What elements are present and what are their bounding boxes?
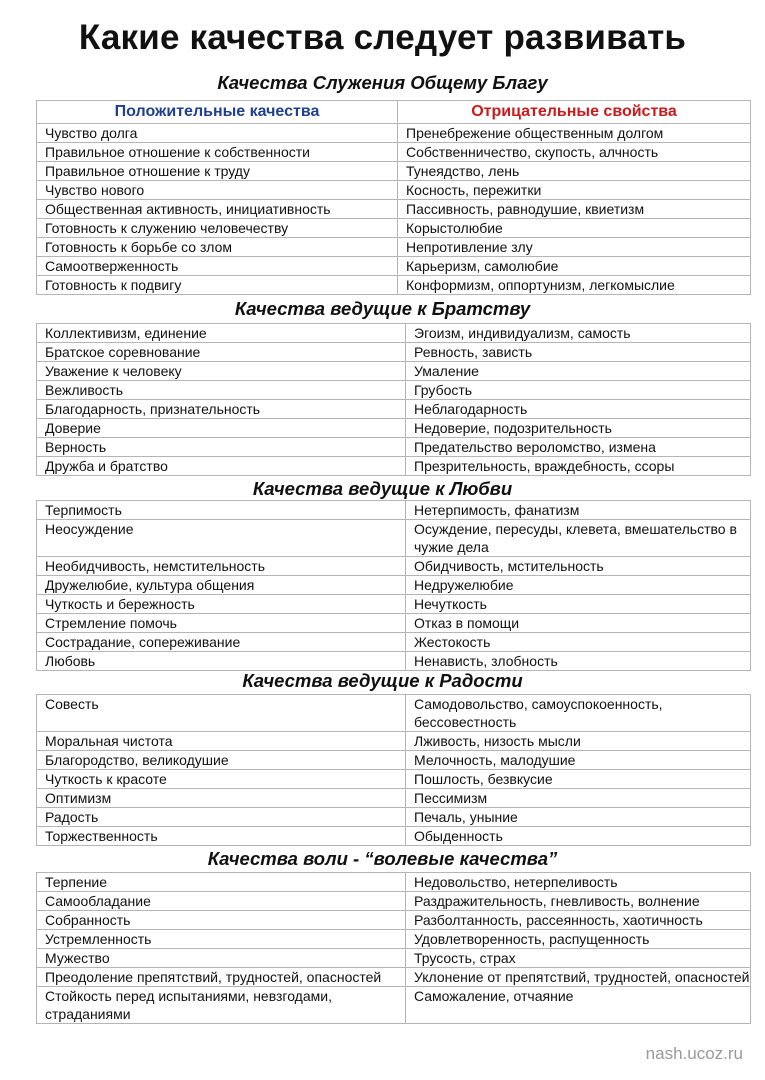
negative-quality-cell: Разболтанность, рассеянность, хаотичность: [406, 911, 751, 930]
positive-quality-cell: Готовность к подвигу: [37, 276, 398, 295]
qualities-table-service: [36, 100, 751, 295]
section-title-love: Качества ведущие к Любви: [252, 478, 513, 499]
table-row: [37, 892, 751, 911]
negative-quality-cell: Нечуткость: [406, 595, 751, 614]
negative-quality-cell: Корыстолюбие: [398, 219, 751, 238]
table-row: [37, 695, 751, 732]
table-row: [37, 576, 751, 595]
table-row: [37, 181, 751, 200]
positive-quality-cell: Моральная чистота: [37, 732, 406, 751]
negative-quality-cell: Собственничество, скупость, алчность: [398, 143, 751, 162]
positive-quality-cell: Торжественность: [37, 827, 406, 846]
positive-quality-cell: Чуткость и бережность: [37, 595, 406, 614]
positive-quality-cell: Правильное отношение к собственности: [37, 143, 398, 162]
table-row: [37, 238, 751, 257]
negative-quality-cell: Нетерпимость, фанатизм: [406, 501, 751, 520]
positive-quality-cell: Сострадание, сопереживание: [37, 633, 406, 652]
watermark: nash.ucoz.ru: [645, 1044, 743, 1063]
negative-quality-cell: Недружелюбие: [406, 576, 751, 595]
table-row: [37, 732, 751, 751]
positive-quality-cell: Самообладание: [37, 892, 406, 911]
table-row: [37, 200, 751, 219]
negative-quality-cell: Пессимизм: [406, 789, 751, 808]
table-row: [37, 557, 751, 576]
positive-quality-cell: Радость: [37, 808, 406, 827]
table-row: [37, 987, 751, 1024]
negative-quality-cell: Неблагодарность: [406, 400, 751, 419]
table-row: [37, 873, 751, 892]
negative-quality-cell: Печаль, уныние: [406, 808, 751, 827]
qualities-table-joy: [36, 694, 751, 846]
table-row: [37, 949, 751, 968]
negative-quality-cell: Недовольство, нетерпеливость: [406, 873, 751, 892]
table-row: [37, 751, 751, 770]
negative-quality-cell: Ревность, зависть: [406, 343, 751, 362]
positive-quality-cell: Неосуждение: [37, 520, 406, 557]
positive-quality-cell: Готовность к служению человечеству: [37, 219, 398, 238]
positive-header: Положительные качества: [37, 101, 398, 124]
positive-quality-cell: Благородство, великодушие: [37, 751, 406, 770]
table-row: [37, 457, 751, 476]
negative-quality-cell: Умаление: [406, 362, 751, 381]
table-row: [37, 595, 751, 614]
negative-quality-cell: Удовлетворенность, распущенность: [406, 930, 751, 949]
positive-quality-cell: Чувство долга: [37, 124, 398, 143]
section-title-brotherhood: Качества ведущие к Братству: [234, 298, 531, 319]
negative-quality-cell: Пошлость, безвкусие: [406, 770, 751, 789]
negative-quality-cell: Отказ в помощи: [406, 614, 751, 633]
table-row: [37, 633, 751, 652]
qualities-table-love: [36, 500, 751, 671]
table-row: [37, 438, 751, 457]
table-row: [37, 362, 751, 381]
negative-quality-cell: Трусость, страх: [406, 949, 751, 968]
positive-quality-cell: Любовь: [37, 652, 406, 671]
positive-quality-cell: Вежливость: [37, 381, 406, 400]
table-row: [37, 789, 751, 808]
negative-quality-cell: Презрительность, враждебность, ссоры: [406, 457, 751, 476]
positive-quality-cell: Чувство нового: [37, 181, 398, 200]
table-row: [37, 276, 751, 295]
positive-quality-cell: Терпение: [37, 873, 406, 892]
section-title-service: Качества Служения Общему Благу: [217, 72, 548, 93]
negative-quality-cell: Мелочность, малодушие: [406, 751, 751, 770]
table-row: [37, 324, 751, 343]
positive-quality-cell: Самоотверженность: [37, 257, 398, 276]
negative-quality-cell: Карьеризм, самолюбие: [398, 257, 751, 276]
positive-quality-cell: Дружелюбие, культура общения: [37, 576, 406, 595]
table-row: [37, 520, 751, 557]
table-row: [37, 257, 751, 276]
table-row: [37, 827, 751, 846]
table-row: [37, 143, 751, 162]
qualities-table-will: [36, 872, 751, 1024]
positive-quality-cell: Собранность: [37, 911, 406, 930]
positive-quality-cell: Мужество: [37, 949, 406, 968]
negative-quality-cell: Косность, пережитки: [398, 181, 751, 200]
table-row: [37, 770, 751, 789]
table-row: [37, 381, 751, 400]
positive-quality-cell: Чуткость к красоте: [37, 770, 406, 789]
positive-quality-cell: Стойкость перед испытаниями, невзгодами, страданиями: [37, 987, 406, 1024]
table-row: [37, 911, 751, 930]
negative-quality-cell: Недоверие, подозрительность: [406, 419, 751, 438]
negative-quality-cell: Обидчивость, мстительность: [406, 557, 751, 576]
negative-quality-cell: Лживость, низость мысли: [406, 732, 751, 751]
negative-quality-cell: Тунеядство, лень: [398, 162, 751, 181]
qualities-table-brotherhood: [36, 323, 751, 476]
positive-quality-cell: Преодоление препятствий, трудностей, опасностей: [37, 968, 406, 987]
positive-quality-cell: Общественная активность, инициативность: [37, 200, 398, 219]
negative-quality-cell: Ненависть, злобность: [406, 652, 751, 671]
negative-quality-cell: Конформизм, оппортунизм, легкомыслие: [398, 276, 751, 295]
table-row: [37, 124, 751, 143]
positive-quality-cell: Дружба и братство: [37, 457, 406, 476]
table-row: [37, 400, 751, 419]
table-row: [37, 968, 751, 987]
positive-quality-cell: Терпимость: [37, 501, 406, 520]
negative-quality-cell: Осуждение, пересуды, клевета, вмешательство в чужие дела: [406, 520, 751, 557]
positive-quality-cell: Готовность к борьбе со злом: [37, 238, 398, 257]
negative-quality-cell: Саможаление, отчаяние: [406, 987, 751, 1024]
positive-quality-cell: Устремленность: [37, 930, 406, 949]
positive-quality-cell: Коллективизм, единение: [37, 324, 406, 343]
negative-quality-cell: Пренебрежение общественным долгом: [398, 124, 751, 143]
negative-quality-cell: Непротивление злу: [398, 238, 751, 257]
table-row: [37, 343, 751, 362]
table-row: [37, 219, 751, 238]
positive-quality-cell: Стремление помочь: [37, 614, 406, 633]
positive-quality-cell: Верность: [37, 438, 406, 457]
table-row: [37, 501, 751, 520]
negative-quality-cell: Уклонение от препятствий, трудностей, опасностей: [406, 968, 751, 987]
positive-quality-cell: Уважение к человеку: [37, 362, 406, 381]
positive-quality-cell: Совесть: [37, 695, 406, 732]
negative-quality-cell: Обыденность: [406, 827, 751, 846]
section-title-will: Качества воли - “волевые качества”: [207, 848, 558, 869]
positive-quality-cell: Благодарность, признательность: [37, 400, 406, 419]
negative-quality-cell: Предательство вероломство, измена: [406, 438, 751, 457]
negative-quality-cell: Грубость: [406, 381, 751, 400]
table-row: [37, 652, 751, 671]
table-row: [37, 614, 751, 633]
positive-quality-cell: Братское соревнование: [37, 343, 406, 362]
positive-quality-cell: Оптимизм: [37, 789, 406, 808]
positive-quality-cell: Правильное отношение к труду: [37, 162, 398, 181]
table-header-row: [37, 101, 751, 124]
negative-quality-cell: Пассивность, равнодушие, квиетизм: [398, 200, 751, 219]
page-title: Какие качества следует развивать: [78, 18, 687, 57]
table-row: [37, 162, 751, 181]
negative-quality-cell: Жестокость: [406, 633, 751, 652]
negative-quality-cell: Самодовольство, самоуспокоенность, бессовестность: [406, 695, 751, 732]
section-title-joy: Качества ведущие к Радости: [242, 670, 523, 691]
negative-quality-cell: Раздражительность, гневливость, волнение: [406, 892, 751, 911]
table-row: [37, 419, 751, 438]
table-row: [37, 808, 751, 827]
table-row: [37, 930, 751, 949]
negative-header: Отрицательные свойства: [398, 101, 751, 124]
positive-quality-cell: Необидчивость, немстительность: [37, 557, 406, 576]
negative-quality-cell: Эгоизм, индивидуализм, самость: [406, 324, 751, 343]
positive-quality-cell: Доверие: [37, 419, 406, 438]
